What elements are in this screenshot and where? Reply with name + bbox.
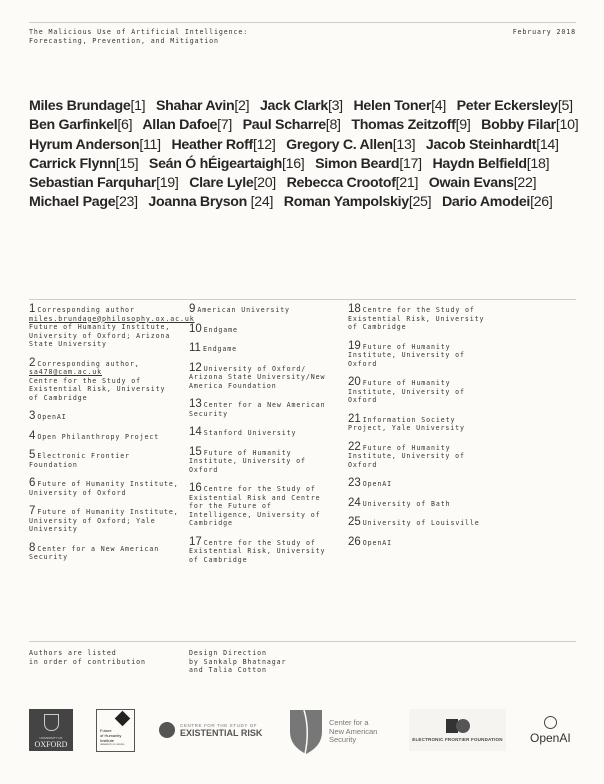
fhi-logo [96,709,135,752]
affiliation-ref: [17] [399,155,422,172]
author-name: Simon Beard [315,155,400,172]
author [432,156,549,172]
affiliation-ref: [3] [327,98,343,114]
affiliation-number: 12 [189,361,202,374]
author [315,156,422,172]
logo-text: ELECTRONIC FRONTIER FOUNDATION [412,736,503,742]
affiliation-ref: [4] [431,98,446,114]
affiliation-text: Endgame [203,325,238,334]
affiliation-item [189,305,339,315]
affiliation-text: OpenAI [362,480,393,488]
affiliation-number: 7 [29,505,36,517]
cnas-logo [290,709,377,755]
affiliation-ref: [13] [392,136,416,153]
affiliation-text: Stanford University [203,429,297,437]
author [457,98,573,114]
author [260,98,343,114]
affiliation-number: 20 [348,376,361,388]
affiliation-ref: [1] [130,98,146,114]
logo-text: Future [100,728,112,733]
author [353,98,446,114]
affiliation-item [348,440,498,470]
author-name: Michael Page [29,194,116,211]
affiliation-ref: [10] [555,117,579,134]
affiliation-item [348,479,498,489]
affiliation-text: Future of Humanity Institute, University of Oxford; Arizona State University [29,323,171,348]
affiliation-ref: [11] [139,136,161,153]
affiliation-text: University of Louisville [362,519,480,527]
affiliation-number: 10 [189,322,202,335]
author-name: Hyrum Anderson [29,136,140,153]
affiliation-text: Open Philanthropy Project [37,432,160,441]
affiliation-text: Future of Humanity Institute, University of Oxford [29,480,179,497]
author [29,98,145,114]
affiliation-item [29,412,179,422]
affiliation-text: Future of Humanity Institute, University of Oxford [348,342,465,368]
affiliation-item [189,445,339,475]
affiliation-item [29,303,195,349]
author-name: Shahar Avin [155,98,235,114]
author [351,117,470,133]
author [29,194,138,210]
affiliation-text: Corresponding author, [37,359,140,368]
affiliation-text: OpenAI [362,538,393,547]
eff-logo [409,709,506,751]
affiliation-number: 23 [348,477,361,489]
affiliation-number: 16 [189,482,202,494]
logo-text: of Humanity [100,733,122,738]
openai-knot-icon [544,716,557,729]
author [29,175,179,191]
affiliations-column [348,305,498,557]
affiliation-text: University of Oxford/ Arizona State University/New America Foundation [189,364,326,390]
email-link[interactable]: miles.brundage@philosophy.ox.ac.uk [29,314,195,323]
affiliation-item [348,496,498,509]
logo-text: UNIVERSITY OF OXFORD [100,744,125,746]
affiliation-ref: [24] [250,194,274,211]
affiliation-ref: [23] [115,194,138,211]
affiliation-text: Center for a New American Security [29,544,160,561]
author [189,175,276,191]
affiliations-rule [29,299,576,300]
affiliation-text: Future of Humanity Institute, University of Oxford [189,448,306,474]
affiliation-number: 18 [348,303,361,315]
author-name: Dario Amodei [441,194,531,211]
affiliation-number: 19 [348,339,361,352]
top-rule [29,22,576,23]
affiliation-item [29,507,179,534]
affiliation-text: Electronic Frontier Foundation [29,452,130,469]
affiliation-text: Corresponding author [37,306,135,314]
author-order-note [29,649,146,666]
author [29,117,132,133]
logo-text: Security [329,735,357,745]
affiliation-number: 3 [29,410,36,422]
affiliation-item [348,518,498,528]
affiliation-number: 21 [348,412,361,425]
affiliation-text: Centre for the Study of Existential Risk and Centre for the Future of Intelligence, University of Cambridge [189,485,321,527]
affiliation-text: Future of Humanity Institute, University of Oxford [348,379,465,404]
affiliation-ref: [25] [408,194,432,211]
author-name: Helen Toner [353,98,432,114]
affiliation-item [348,535,498,548]
affiliation-ref: [16] [281,155,305,172]
affiliation-ref: [15] [115,155,139,172]
logo-text: EXISTENTIAL RISK [180,727,263,738]
cser-logo [159,709,262,751]
author [148,194,273,210]
author-name: Gregory C. Allen [286,136,393,153]
affiliation-text: Centre for the Study of Existential Risk, University of Cambridge [29,376,166,402]
author-name: Paul Scharre [242,117,326,134]
author [287,175,419,191]
author-name: Rebecca Crootof [286,175,396,192]
affiliation-ref: [21] [395,175,419,192]
affiliation-item [29,541,179,562]
affiliation-item [29,356,179,403]
affiliation-ref: [18] [526,155,550,172]
affiliation-ref: [22] [513,175,537,192]
affiliation-ref: [6] [117,117,133,134]
author [156,98,249,114]
affiliation-number: 4 [29,429,36,442]
affiliation-item [189,344,339,354]
affiliation-number: 24 [348,496,361,509]
author-name: Clare Lyle [189,175,254,192]
affiliation-item [348,339,498,369]
affiliation-item [189,428,339,438]
diamond-icon [115,711,131,727]
affiliation-text: Information Society Project, Yale University [348,415,465,432]
affiliation-item [189,322,339,335]
affiliation-text: Centre for the Study of Existential Risk, University of Cambridge [348,306,485,331]
affiliation-number: 26 [348,535,361,548]
affiliation-number: 15 [189,445,202,458]
author-name: Sebastian Farquhar [29,175,157,192]
affiliation-item [348,412,498,433]
author-name: Jack Clark [259,98,328,114]
author [29,137,161,153]
affiliation-item [189,400,339,418]
author-name: Miles Brundage [29,98,131,114]
logo-text: CENTRE FOR THE STUDY OF [180,722,258,728]
affiliation-text: University of Bath [362,499,451,508]
author [286,137,415,153]
footer-rule [29,641,576,642]
affiliation-number: 6 [29,477,36,489]
affiliation-item [189,361,339,391]
eff-emblem-icon [446,719,470,733]
affiliation-item [348,378,498,405]
affiliation-text: Centre for the Study of Existential Risk, University of Cambridge [189,538,326,564]
affiliation-ref: [12] [253,136,276,153]
author-name: Allan Dafoe [142,117,218,134]
oxford-crest-icon [44,714,59,731]
affiliation-number: 11 [189,342,201,354]
affiliation-text: Future of Humanity Institute, University of Oxford [348,443,465,469]
author-name: Seán Ó hÉigeartaigh [148,155,282,172]
author [149,156,305,172]
affiliation-ref: [9] [455,117,471,134]
author-name: Bobby Filar [481,117,556,134]
affiliation-number: 9 [189,303,196,315]
email-link[interactable]: sa478@cam.ac.uk [29,368,103,376]
affiliation-number: 2 [29,356,36,369]
author [29,156,138,172]
openai-logo [530,709,571,751]
affiliation-text: American University [197,306,290,314]
note-line: Authors are listed [29,649,117,657]
author-name: Heather Roff [171,136,253,153]
shield-icon [290,710,322,754]
author [426,137,559,153]
document-title [29,28,248,45]
author-name: Roman Yampolskiy [283,194,409,211]
author-name: Peter Eckersley [456,98,558,114]
affiliation-item [189,535,339,565]
design-credit [189,649,286,675]
affiliation-ref: [8] [325,117,341,134]
author [243,117,341,133]
affiliation-item [29,429,179,442]
affiliation-ref: [7] [217,117,232,134]
affiliation-number: 1 [29,303,36,315]
affiliation-text: OpenAI [37,413,67,421]
logo-text: New American [329,726,378,736]
affiliations-column [189,305,339,574]
affiliation-ref: [19] [156,175,179,192]
author-name: Carrick Flynn [29,155,116,172]
author [171,137,275,153]
author-name: Joanna Bryson [148,194,251,211]
publication-date: February 2018 [512,28,576,36]
affiliation-text: Center for a New American Security [189,401,326,418]
logo-text: OpenAI [530,730,571,745]
affiliation-ref: [5] [557,98,573,114]
author [284,194,432,210]
logo-text: Center for a [329,718,369,728]
affiliation-text: Future of Humanity Institute, University of Oxford; Yale University [29,508,179,533]
affiliation-item [189,484,339,528]
affiliation-number: 5 [29,449,36,461]
credit-line: and Talia Cotton [189,666,267,674]
author-list [29,97,589,213]
affiliation-ref: [14] [536,136,559,153]
affiliation-ref: [20] [253,175,276,192]
note-line: in order of contribution [29,657,146,666]
logo-text: Institute [100,738,115,743]
affiliation-item [29,479,179,497]
affiliation-number: 17 [189,535,202,548]
author [481,117,578,133]
logo-text: UNIVERSITY OF [39,736,63,740]
oxford-logo [29,709,73,751]
affiliation-ref: [2] [234,98,250,114]
affiliation-number: 13 [189,398,202,410]
author-name: Ben Garfinkel [29,117,118,134]
affiliation-ref: [26] [530,194,553,211]
title-line: Forecasting, Prevention, and Mitigation [29,36,219,45]
author [429,175,536,191]
cser-emblem-icon [159,722,175,738]
logo-text: OXFORD [34,740,68,749]
credit-line: by Sankalp Bhatnagar [189,657,287,666]
affiliation-number: 8 [29,541,36,554]
author-name: Owain Evans [428,175,514,192]
author-name: Haydn Belfield [432,155,527,172]
affiliation-item [29,451,179,469]
author [442,194,553,210]
author-name: Thomas Zeitzoff [351,117,456,134]
title-line: The Malicious Use of Artificial Intelligence: [29,28,249,36]
affiliation-number: 14 [189,426,202,438]
author-name: Jacob Steinhardt [425,136,537,153]
author [142,117,232,133]
credit-line: Design Direction [189,649,267,657]
affiliation-text: Endgame [202,345,238,353]
affiliation-number: 25 [348,516,361,528]
affiliation-number: 22 [348,440,361,453]
affiliation-item [348,305,498,332]
